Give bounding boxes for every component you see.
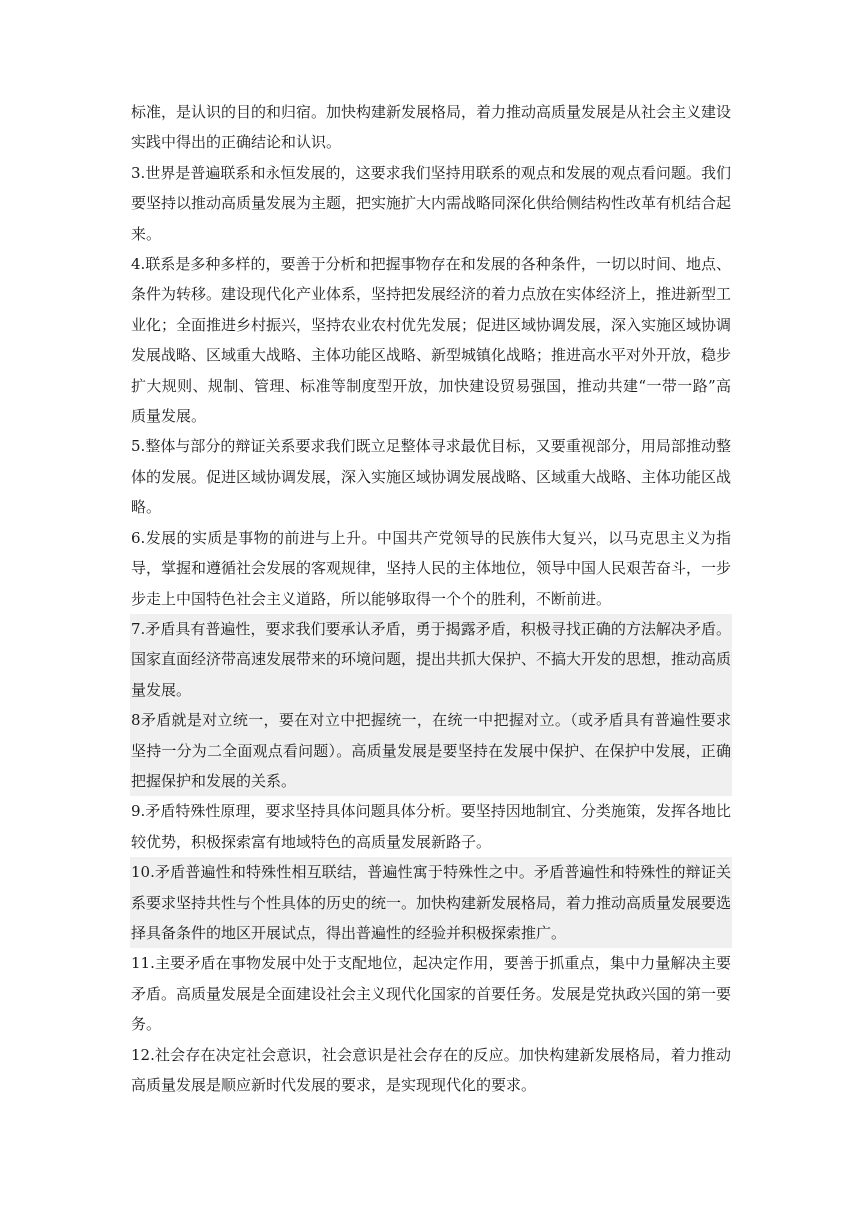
paragraph-point-9: 9.矛盾特殊性原理，要求坚持具体问题具体分析。要坚持因地制宜、分类施策，发挥各地比较优势，积极探索富有地域特色的高质量发展新路子。 [131,802,731,851]
paragraph-point-3: 3.世界是普遍联系和永恒发展的，这要求我们坚持用联系的观点和发展的观点看问题。我们要坚持以推动高质量发展为主题，把实施扩大内需战略同深化供给侧结构性改革有机结合起来。 [131,163,732,243]
paragraph-point-4: 4.联系是多种多样的，要善于分析和把握事物存在和发展的各种条件，一切以时间、地点、条件为转移。建设现代化产业体系，坚持把发展经济的着力点放在实体经济上，推进新型工业化；全面推进乡村振兴，坚持农业农村优先发展；促进区域协调发展，深入实施区域协调发展战略、区域重大战略、主体功能区战略、新型城镇化战略；推进高水平对外开放，稳步扩大规则、规制、管理、标准等制度型开放，加快建设贸易强国，推动共建“一带一路”高质量发展。 [131,255,732,426]
paragraph-point-8: 8矛盾就是对立统一，要在对立中把握统一，在统一中把握对立。（或矛盾具有普遍性要求坚持一分为二全面观点看问题）。高质量发展是要坚持在发展中保护、在保护中发展，正确把握保护和发展的关系。 [130,705,732,796]
paragraph-point-10: 10.矛盾普遍性和特殊性相互联结，普遍性寓于特殊性之中。矛盾普遍性和特殊性的辩证关系要求坚持共性与个性具体的历史的统一。加快构建新发展格局，着力推动高质量发展要选择具备条件的地区开展试点，得出普遍性的经验并积极探索推广。 [130,857,732,948]
paragraph-point-6: 6.发展的实质是事物的前进与上升。中国共产党领导的民族伟大复兴，以马克思主义为指导，掌握和遵循社会发展的客观规律，坚持人民的主体地位，领导中国人民艰苦奋斗，一步步走上中国特色社会主义道路，所以能够取得一个个的胜利，不断前进。 [131,528,732,608]
paragraph-point-12: 12.社会存在决定社会意识，社会意识是社会存在的反应。加快构建新发展格局，着力推动高质量发展是顺应新时代发展的要求，是实现现代化的要求。 [131,1045,731,1094]
paragraph-point-7: 7.矛盾具有普遍性，要求我们要承认矛盾，勇于揭露矛盾，积极寻找正确的方法解决矛盾。国家直面经济带高速发展带来的环境问题，提出共抓大保护、不搞大开发的思想，推动高质量发展。 [130,614,732,705]
paragraph-point-5: 5.整体与部分的辩证关系要求我们既立足整体寻求最优目标，又要重视部分，用局部推动整体的发展。促进区域协调发展，深入实施区域协调发展战略、区域重大战略、主体功能区战略。 [131,437,732,517]
paragraph-continuation: 标准，是认识的目的和归宿。加快构建新发展格局，着力推动高质量发展是从社会主义建设实践中得出的正确结论和认识。 [131,103,732,152]
document-body [130,97,732,1100]
paragraph-point-11: 11.主要矛盾在事物发展中处于支配地位，起决定作用，要善于抓重点，集中力量解决主要矛盾。高质量发展是全面建设社会主义现代化国家的首要任务。发展是党执政兴国的第一要务。 [131,954,732,1034]
